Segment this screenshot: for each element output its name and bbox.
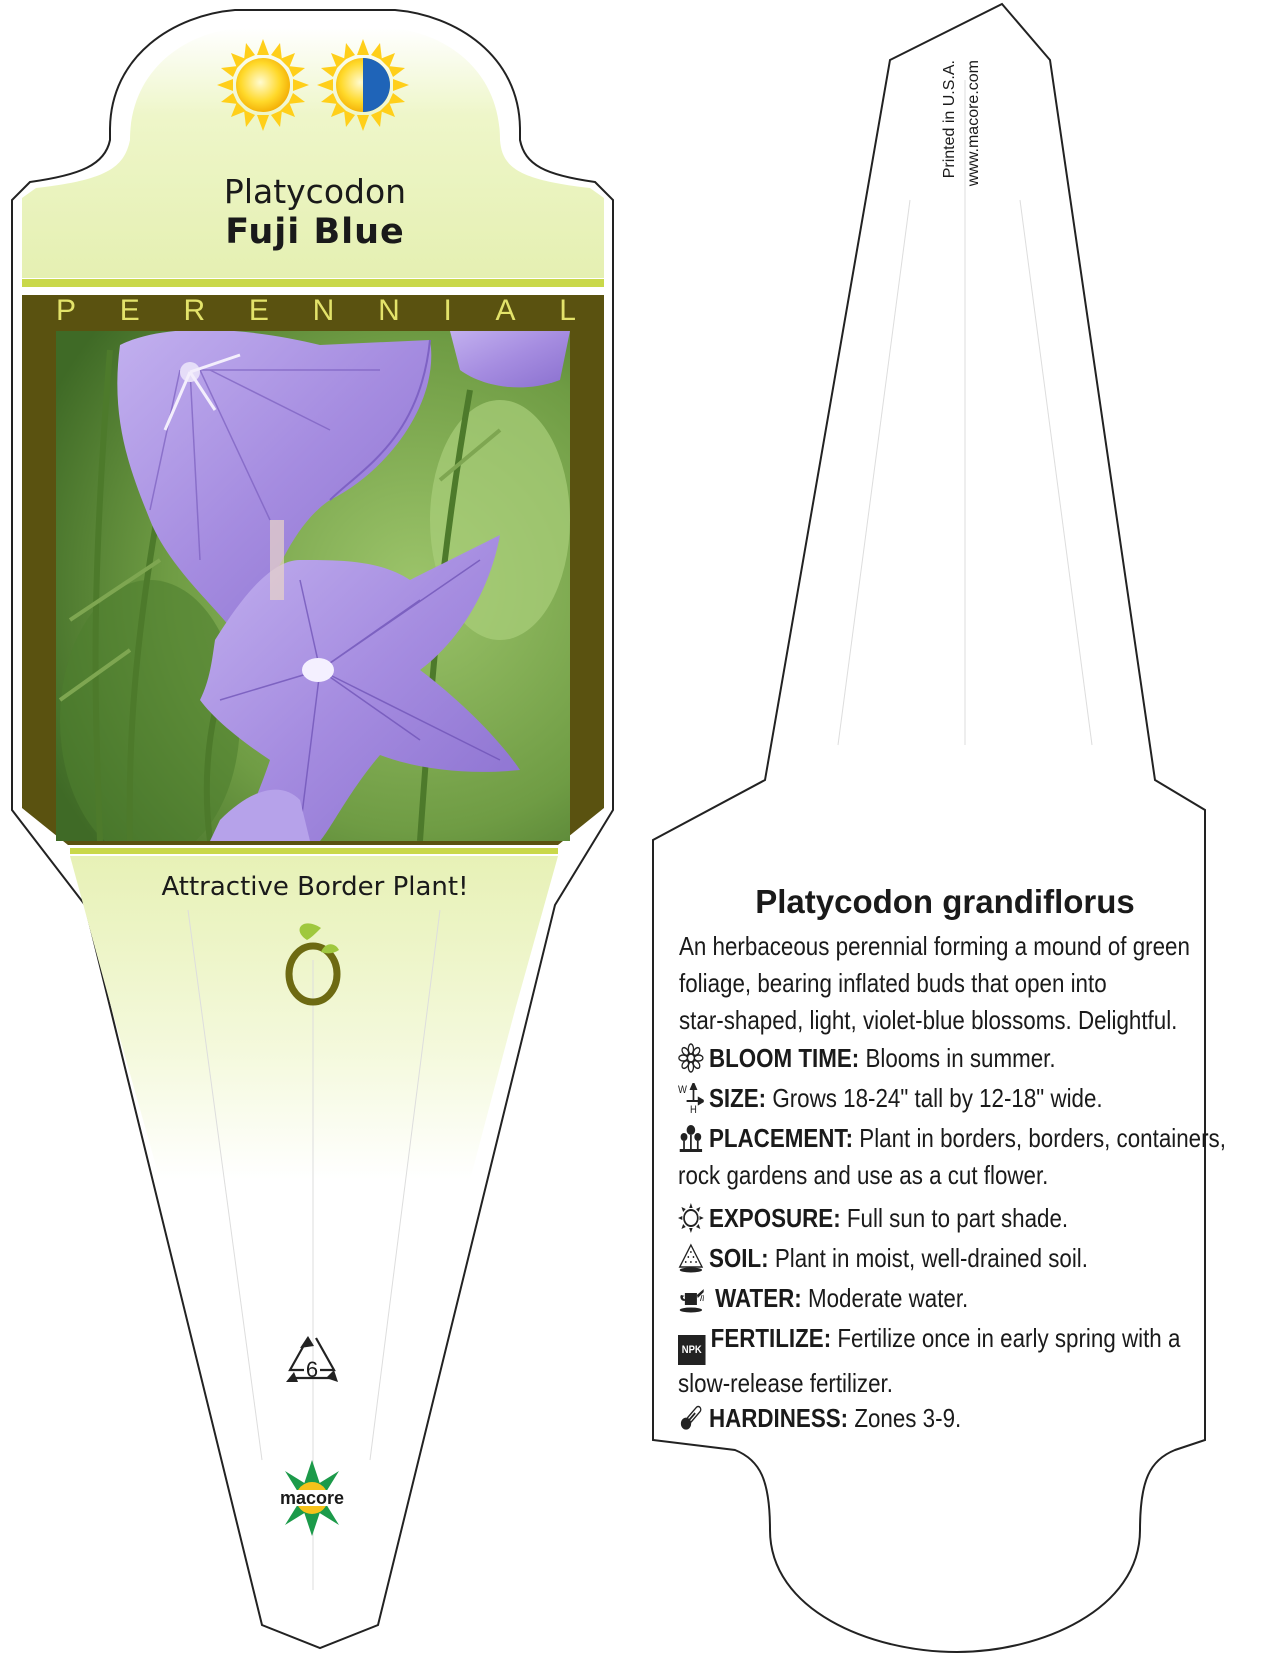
category-letter: N [378,294,400,327]
exposure-row [678,1200,1246,1237]
attr-text: Fertilize once in early spring with a [837,1323,1181,1353]
category-label [56,294,576,328]
attr-text: Grows 18-24" tall by 12-18" wide. [772,1083,1103,1113]
bloom-time-row [678,1040,1246,1077]
attr-label: SIZE: [708,1083,767,1113]
website: www.macore.com [965,60,982,187]
category-letter: N [312,294,335,327]
header-divider [22,279,604,287]
category-letter: E [119,294,140,327]
attr-label: SOIL: [708,1243,769,1273]
placement-row [678,1120,1246,1194]
height-letter: H [690,1104,697,1116]
attr-label: WATER: [715,1283,802,1313]
soil-icon [678,1243,704,1273]
scientific-name: Platycodon grandiflorus [755,883,1135,920]
water-row [678,1280,1246,1317]
attr-label: FERTILIZE: [710,1323,832,1353]
placement-icon [678,1123,704,1153]
width-letter: W [678,1084,687,1096]
brand-name: macore [279,1488,345,1508]
variety-name: Fuji Blue [225,212,405,252]
npk-icon: NPK [678,1335,706,1365]
attr-label: EXPOSURE: [708,1203,841,1233]
tagline: Attractive Border Plant! [161,872,469,902]
category-letter: E [248,294,269,327]
common-name: Platycodon [223,172,407,211]
description [679,928,1238,1039]
category-letter: P [56,294,77,327]
attr-text-continued: rock gardens and use as a cut flower. [678,1160,1049,1190]
category-letter: I [443,294,452,327]
attr-text: Blooms in summer. [865,1043,1056,1073]
attr-text-continued: slow-release fertilizer. [678,1368,893,1398]
thermometer-icon [678,1403,704,1433]
printed-in: Printed in U.S.A. [941,60,958,179]
plant-photo [56,330,570,860]
attr-text: Zones 3-9. [854,1403,962,1433]
attr-label: PLACEMENT: [708,1123,854,1153]
flower-icon [678,1043,704,1073]
description-line: An herbaceous perennial forming a mound of green [679,931,1190,961]
description-line: foliage, bearing inflated buds that open into [679,968,1107,998]
attr-text: Full sun to part shade. [846,1203,1069,1233]
size-row [678,1080,1246,1117]
attr-text: Plant in borders, borders, containers, [859,1123,1226,1153]
fertilize-row [678,1320,1246,1402]
photo-divider [70,848,558,854]
category-letter: A [495,294,516,327]
soil-row [678,1240,1246,1277]
attr-label: HARDINESS: [708,1403,849,1433]
attr-label: BLOOM TIME: [708,1043,860,1073]
attr-text: Plant in moist, well-drained soil. [774,1243,1088,1273]
watering-can-icon [678,1283,704,1313]
front-tag [12,10,613,1648]
attr-text: Moderate water. [807,1283,969,1313]
description-line: star-shaped, light, violet-blue blossoms. Delightful. [679,1005,1178,1035]
hardiness-row [678,1400,1246,1437]
category-letter: L [559,294,576,327]
size-arrows-icon [678,1083,704,1116]
sun-outline-icon [678,1203,704,1233]
category-letter: R [183,294,206,327]
recycle-code: 6 [305,1357,319,1382]
